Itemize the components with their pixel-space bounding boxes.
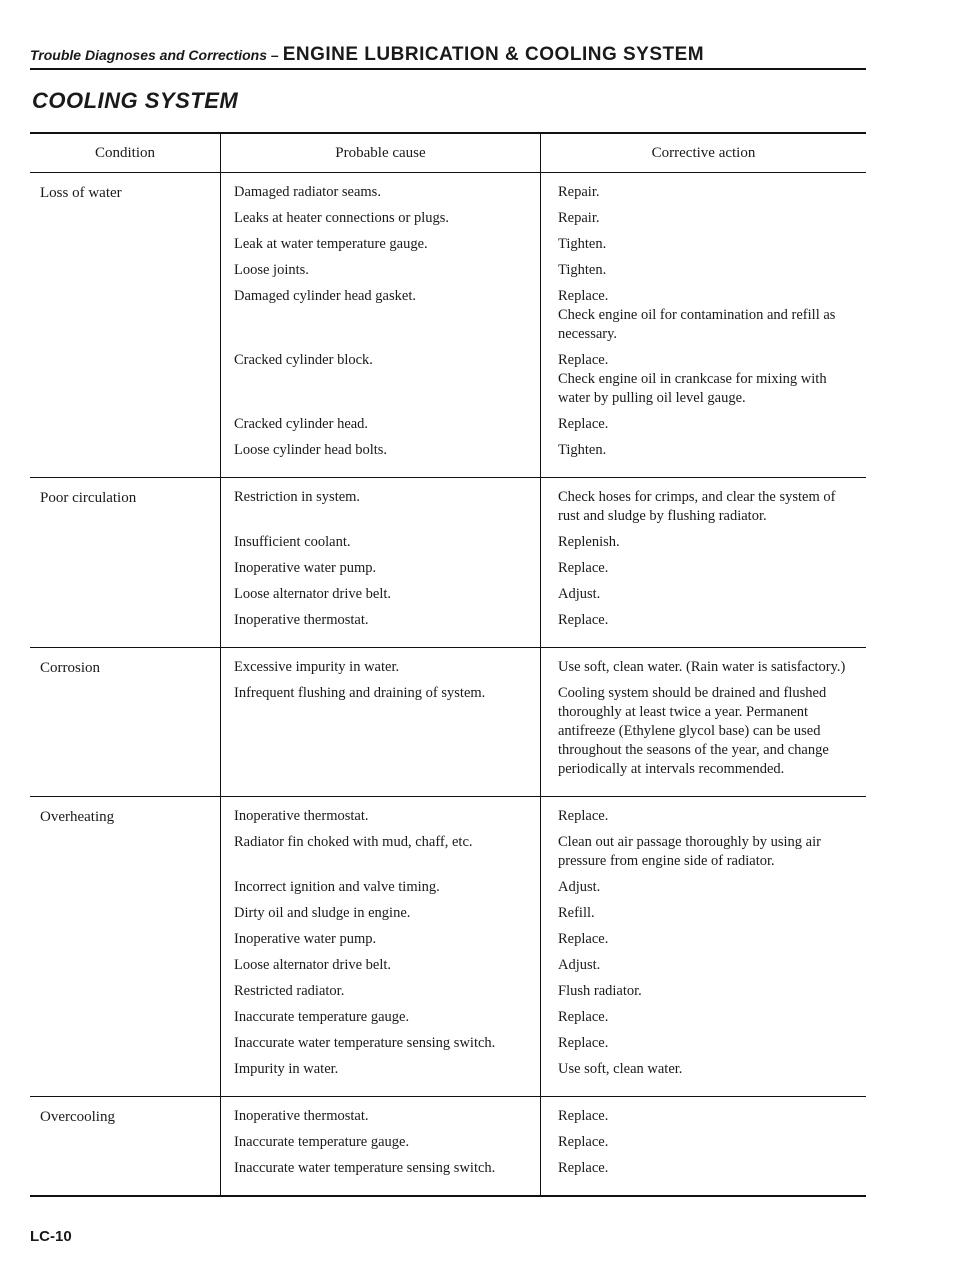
condition-cell: Overheating: [40, 809, 115, 825]
section-title: COOLING SYSTEM: [32, 88, 239, 113]
probable-cause-item: Cracked cylinder block.: [234, 352, 373, 368]
corrective-action-item: Use soft, clean water. (Rain water is satisfactory.): [558, 659, 846, 675]
probable-cause-item: Impurity in water.: [234, 1061, 339, 1077]
probable-cause-item: Inaccurate temperature gauge.: [234, 1134, 410, 1150]
corrective-action-cell: [540, 797, 866, 1096]
corrective-action-item: Adjust.: [558, 957, 601, 973]
header-section-label: Trouble Diagnoses and Corrections –: [30, 47, 279, 63]
probable-cause-item: Loose alternator drive belt.: [234, 957, 392, 973]
corrective-action-item: Replace. Check engine oil for contamination and refill as necessary.: [558, 288, 836, 342]
probable-cause-item: Infrequent flushing and draining of system.: [234, 685, 486, 701]
corrective-action-item: Adjust.: [558, 586, 601, 602]
probable-cause-item: Excessive impurity in water.: [234, 659, 400, 675]
probable-cause-item: Inoperative water pump.: [234, 560, 377, 576]
condition-group: [30, 173, 866, 478]
probable-cause-item: Loose cylinder head bolts.: [234, 442, 388, 458]
probable-cause-item: Cracked cylinder head.: [234, 416, 369, 432]
corrective-action-item: Replenish.: [558, 534, 620, 550]
condition-group: [30, 1097, 866, 1195]
probable-cause-item: Loose alternator drive belt.: [234, 586, 392, 602]
probable-cause-item: Incorrect ignition and valve timing.: [234, 879, 440, 895]
running-header: [30, 44, 866, 70]
probable-cause-item: Leak at water temperature gauge.: [234, 236, 428, 252]
probable-cause-cell: [220, 797, 540, 1096]
condition-group: [30, 648, 866, 797]
column-header-condition: Condition: [94, 144, 155, 161]
probable-cause-item: Leaks at heater connections or plugs.: [234, 210, 450, 226]
probable-cause-item: Inoperative thermostat.: [234, 808, 369, 824]
corrective-action-item: Replace.: [558, 1035, 609, 1051]
corrective-action-item: Cooling system should be drained and flushed thoroughly at least twice a year. Permanent antifreeze (Ethylene glycol base) can be used throughout the seasons of the year, and change periodically at intervals recommended.: [558, 685, 829, 777]
corrective-action-item: Replace.: [558, 808, 609, 824]
corrective-action-cell: [540, 648, 866, 796]
probable-cause-cell: [220, 478, 540, 647]
corrective-action-item: Replace.: [558, 1009, 609, 1025]
condition-group: [30, 478, 866, 648]
probable-cause-cell: [220, 1097, 540, 1195]
probable-cause-item: Inaccurate water temperature sensing switch.: [234, 1035, 496, 1051]
table-body: [30, 173, 866, 1195]
probable-cause-item: Damaged radiator seams.: [234, 184, 381, 200]
corrective-action-item: Replace.: [558, 1160, 609, 1176]
corrective-action-item: Use soft, clean water.: [558, 1061, 683, 1077]
column-header-corrective-action: Corrective action: [540, 134, 866, 172]
corrective-action-item: Adjust.: [558, 879, 601, 895]
probable-cause-item: Restricted radiator.: [234, 983, 345, 999]
trouble-diagnosis-table: [30, 132, 866, 1197]
condition-cell: Loss of water: [40, 185, 122, 201]
corrective-action-cell: [540, 1097, 866, 1195]
corrective-action-cell: [540, 478, 866, 647]
header-chapter-title: ENGINE LUBRICATION & COOLING SYSTEM: [282, 44, 705, 65]
probable-cause-item: Inoperative thermostat.: [234, 612, 369, 628]
corrective-action-item: Repair.: [558, 184, 600, 200]
probable-cause-item: Dirty oil and sludge in engine.: [234, 905, 411, 921]
condition-cell: Overcooling: [40, 1109, 115, 1125]
corrective-action-item: Repair.: [558, 210, 600, 226]
column-header-probable-cause: Probable cause: [220, 134, 540, 172]
probable-cause-item: Inaccurate temperature gauge.: [234, 1009, 410, 1025]
table-header-row: [30, 134, 866, 173]
probable-cause-item: Restriction in system.: [234, 489, 361, 505]
corrective-action-cell: [540, 173, 866, 477]
corrective-action-item: Clean out air passage thoroughly by using air pressure from engine side of radiator.: [558, 834, 821, 869]
probable-cause-item: Radiator fin choked with mud, chaff, etc.: [234, 834, 473, 850]
corrective-action-item: Replace. Check engine oil in crankcase for mixing with water by pulling oil level gauge.: [558, 352, 827, 406]
condition-cell: Corrosion: [40, 660, 100, 676]
corrective-action-item: Check hoses for crimps, and clear the system of rust and sludge by flushing radiator.: [558, 489, 836, 524]
probable-cause-item: Inoperative thermostat.: [234, 1108, 369, 1124]
corrective-action-item: Tighten.: [558, 236, 607, 252]
probable-cause-item: Damaged cylinder head gasket.: [234, 288, 416, 304]
probable-cause-item: Loose joints.: [234, 262, 309, 278]
corrective-action-item: Replace.: [558, 1134, 609, 1150]
condition-cell: Poor circulation: [40, 490, 137, 506]
corrective-action-item: Replace.: [558, 416, 609, 432]
probable-cause-item: Insufficient coolant.: [234, 534, 351, 550]
page-number: LC-10: [30, 1228, 72, 1245]
corrective-action-item: Refill.: [558, 905, 595, 921]
probable-cause-cell: [220, 173, 540, 477]
corrective-action-item: Flush radiator.: [558, 983, 642, 999]
probable-cause-item: Inoperative water pump.: [234, 931, 377, 947]
corrective-action-item: Replace.: [558, 1108, 609, 1124]
corrective-action-item: Tighten.: [558, 442, 607, 458]
probable-cause-cell: [220, 648, 540, 796]
probable-cause-item: Inaccurate water temperature sensing switch.: [234, 1160, 496, 1176]
corrective-action-item: Replace.: [558, 612, 609, 628]
corrective-action-item: Replace.: [558, 560, 609, 576]
corrective-action-item: Replace.: [558, 931, 609, 947]
corrective-action-item: Tighten.: [558, 262, 607, 278]
condition-group: [30, 797, 866, 1097]
